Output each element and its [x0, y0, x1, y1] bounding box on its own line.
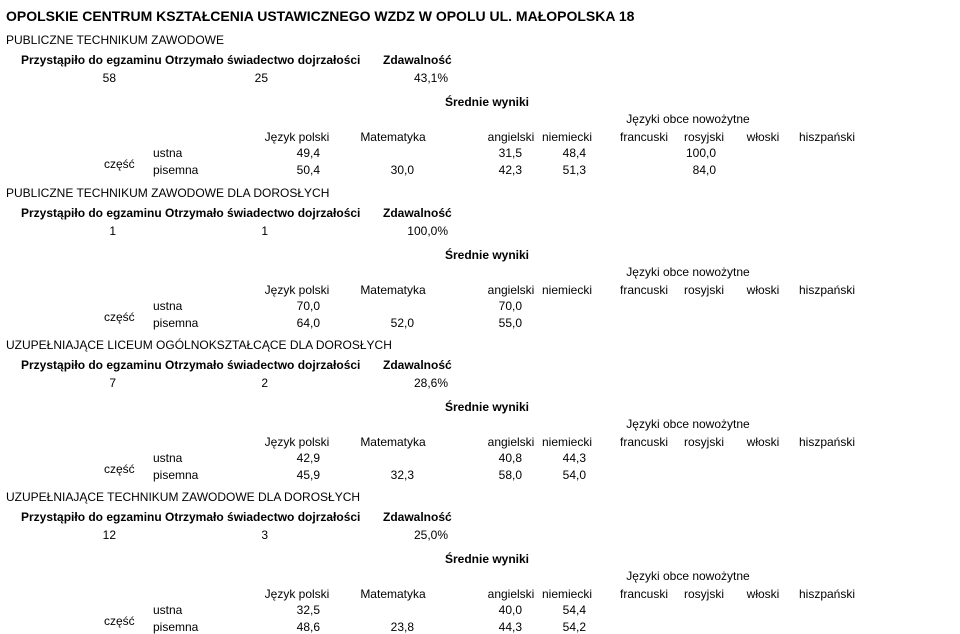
score-cell: 49,4: [296, 146, 320, 160]
column-header: rosyjski: [683, 587, 724, 601]
score-cell: 48,4: [562, 146, 586, 160]
score-cell: 44,3: [562, 451, 586, 465]
value-przystapilo: 58: [102, 71, 116, 85]
column-header: Język polski: [264, 130, 330, 144]
score-cell: 84,0: [692, 163, 716, 177]
row-label-ustna: ustna: [153, 603, 183, 617]
score-cell: 45,9: [296, 468, 320, 482]
czesc-label: część: [104, 462, 135, 476]
row-label-pisemna: pisemna: [153, 163, 199, 177]
row-label-ustna: ustna: [153, 146, 183, 160]
value-otrzymalo: 1: [261, 224, 268, 238]
column-header: francuski: [619, 130, 669, 144]
header-zdawalnosc: Zdawalność: [383, 53, 452, 67]
score-cell: 54,4: [562, 603, 586, 617]
value-przystapilo: 1: [109, 224, 116, 238]
row-label-pisemna: pisemna: [153, 468, 199, 482]
header-otrzymalo: Otrzymało świadectwo dojrzałości: [165, 510, 361, 524]
header-przystapilo: Przystąpiło do egzaminu: [21, 358, 162, 372]
column-header: francuski: [619, 435, 669, 449]
header-jezyki-obce: Języki obce nowożytne: [626, 112, 750, 126]
header-srednie-wyniki: Średnie wyniki: [444, 552, 530, 566]
column-header: włoski: [746, 130, 780, 144]
header-otrzymalo: Otrzymało świadectwo dojrzałości: [165, 206, 361, 220]
score-cell: 31,5: [498, 146, 522, 160]
column-header: niemiecki: [541, 587, 592, 601]
column-header: włoski: [746, 283, 780, 297]
section-name: UZUPEŁNIAJĄCE LICEUM OGÓLNOKSZTAŁCĄCE DLA DOROSŁYCH: [6, 338, 392, 352]
header-przystapilo: Przystąpiło do egzaminu: [21, 510, 162, 524]
column-header: Język polski: [264, 587, 330, 601]
score-cell: 50,4: [296, 163, 320, 177]
section-name: PUBLICZNE TECHNIKUM ZAWODOWE DLA DOROSŁYCH: [6, 186, 330, 200]
column-header: Matematyka: [360, 435, 426, 449]
column-header: Język polski: [264, 283, 330, 297]
score-cell: 64,0: [296, 316, 320, 330]
row-label-ustna: ustna: [153, 451, 183, 465]
column-header: angielski: [487, 435, 535, 449]
score-cell: 58,0: [498, 468, 522, 482]
column-header: rosyjski: [683, 435, 724, 449]
czesc-label: część: [104, 310, 135, 324]
header-srednie-wyniki: Średnie wyniki: [444, 95, 530, 109]
score-cell: 100,0: [685, 146, 716, 160]
value-otrzymalo: 3: [261, 528, 268, 542]
column-header: francuski: [619, 283, 669, 297]
score-cell: 23,8: [390, 620, 414, 634]
column-header: włoski: [746, 435, 780, 449]
header-otrzymalo: Otrzymało świadectwo dojrzałości: [165, 358, 361, 372]
column-header: hiszpański: [798, 283, 856, 297]
score-cell: 42,3: [498, 163, 522, 177]
column-header: angielski: [487, 283, 535, 297]
column-header: niemiecki: [541, 130, 592, 144]
score-cell: 55,0: [498, 316, 522, 330]
value-zdawalnosc: 28,6%: [413, 376, 448, 390]
czesc-label: część: [104, 157, 135, 171]
header-zdawalnosc: Zdawalność: [383, 358, 452, 372]
score-cell: 51,3: [562, 163, 586, 177]
score-cell: 70,0: [498, 299, 522, 313]
value-otrzymalo: 2: [261, 376, 268, 390]
score-cell: 30,0: [390, 163, 414, 177]
score-cell: 42,9: [296, 451, 320, 465]
row-label-pisemna: pisemna: [153, 620, 199, 634]
column-header: Matematyka: [360, 130, 426, 144]
header-otrzymalo: Otrzymało świadectwo dojrzałości: [165, 53, 361, 67]
row-label-ustna: ustna: [153, 299, 183, 313]
value-przystapilo: 7: [109, 376, 116, 390]
column-header: hiszpański: [798, 130, 856, 144]
column-header: angielski: [487, 130, 535, 144]
column-header: rosyjski: [683, 130, 724, 144]
column-header: hiszpański: [798, 587, 856, 601]
column-header: Język polski: [264, 435, 330, 449]
header-srednie-wyniki: Średnie wyniki: [444, 400, 530, 414]
value-przystapilo: 12: [102, 528, 116, 542]
score-cell: 40,8: [498, 451, 522, 465]
header-zdawalnosc: Zdawalność: [383, 510, 452, 524]
header-przystapilo: Przystąpiło do egzaminu: [21, 53, 162, 67]
score-cell: 70,0: [296, 299, 320, 313]
score-cell: 54,0: [562, 468, 586, 482]
header-srednie-wyniki: Średnie wyniki: [444, 248, 530, 262]
value-zdawalnosc: 25,0%: [413, 528, 448, 542]
value-zdawalnosc: 43,1%: [413, 71, 448, 85]
value-zdawalnosc: 100,0%: [407, 224, 448, 238]
section-name: PUBLICZNE TECHNIKUM ZAWODOWE: [6, 33, 225, 47]
column-header: Matematyka: [360, 283, 426, 297]
score-cell: 54,2: [562, 620, 586, 634]
header-zdawalnosc: Zdawalność: [383, 206, 452, 220]
column-header: niemiecki: [541, 283, 592, 297]
section-name: UZUPEŁNIAJĄCE TECHNIKUM ZAWODOWE DLA DOROSŁYCH: [6, 490, 361, 504]
column-header: hiszpański: [798, 435, 856, 449]
column-header: niemiecki: [541, 435, 592, 449]
header-jezyki-obce: Języki obce nowożytne: [626, 569, 750, 583]
column-header: Matematyka: [360, 587, 426, 601]
score-cell: 32,5: [296, 603, 320, 617]
column-header: angielski: [487, 587, 535, 601]
header-jezyki-obce: Języki obce nowożytne: [626, 265, 750, 279]
score-cell: 52,0: [390, 316, 414, 330]
row-label-pisemna: pisemna: [153, 316, 199, 330]
header-jezyki-obce: Języki obce nowożytne: [626, 417, 750, 431]
page-title: OPOLSKIE CENTRUM KSZTAŁCENIA USTAWICZNEGO WZDZ W OPOLU UL. MAŁOPOLSKA 18: [6, 8, 635, 24]
score-cell: 48,6: [296, 620, 320, 634]
column-header: rosyjski: [683, 283, 724, 297]
score-cell: 44,3: [498, 620, 522, 634]
column-header: włoski: [746, 587, 780, 601]
value-otrzymalo: 25: [254, 71, 268, 85]
column-header: francuski: [619, 587, 669, 601]
czesc-label: część: [104, 614, 135, 628]
header-przystapilo: Przystąpiło do egzaminu: [21, 206, 162, 220]
score-cell: 32,3: [390, 468, 414, 482]
score-cell: 40,0: [498, 603, 522, 617]
